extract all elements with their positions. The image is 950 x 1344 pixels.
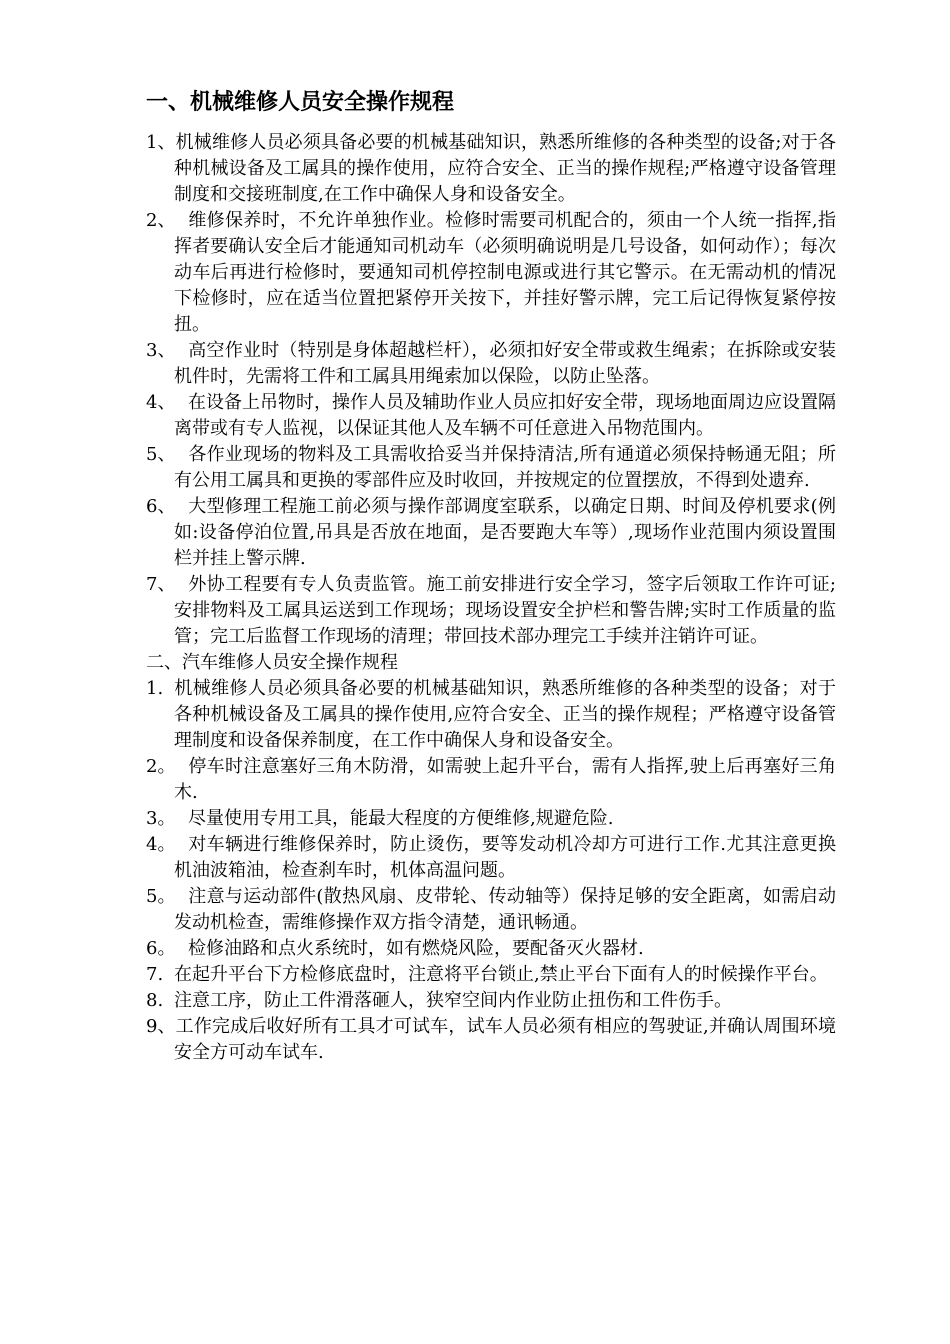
section2-list [146, 676, 836, 1066]
section2-item-5 [146, 884, 836, 936]
item-number: 3。 [146, 808, 176, 829]
item-number: 1. [146, 678, 164, 699]
section1-item-6 [146, 494, 836, 572]
item-text: 注意与运动部件(散热风扇、皮带轮、传动轴等）保持足够的安全距离，如需启动发动机检查，需维修操作双方指令清楚，通讯畅通。 [174, 886, 836, 933]
item-number: 2、 [146, 210, 176, 231]
item-number: 5、 [146, 444, 176, 465]
item-text: 外协工程要有专人负责监管。施工前安排进行安全学习，签字后领取工作许可证;安排物料及工属具运送到工作现场；现场设置安全护栏和警告牌;实时工作质量的监管；完工后监督工作现场的清理；带回技术部办理完工手续并注销许可证。 [174, 574, 836, 647]
item-text: 尽量使用专用工具，能最大程度的方便维修,规避危险. [188, 808, 614, 829]
section1-list [146, 130, 836, 650]
item-number: 2。 [146, 756, 176, 777]
item-number: 7. [146, 964, 164, 985]
item-text: 大型修理工程施工前必须与操作部调度室联系，以确定日期、时间及停机要求(例如:设备停泊位置,吊具是否放在地面，是否要跑大车等）,现场作业范围内须设置围栏并挂上警示牌. [174, 496, 836, 569]
section2-item-2 [146, 754, 836, 806]
section2-item-7 [146, 962, 836, 988]
section1-item-7 [146, 572, 836, 650]
item-number: 5。 [146, 886, 176, 907]
item-number: 3、 [146, 340, 176, 361]
item-text: 维修保养时，不允许单独作业。检修时需要司机配合的，须由一个人统一指挥,指挥者要确认安全后才能通知司机动车（必须明确说明是几号设备，如何动作）；每次动车后再进行检修时，要通知司机停控制电源或进行其它警示。在无需动机的情况下检修时，应在适当位置把紧停开关按下，并挂好警示牌，完工后记得恢复紧停按扭。 [174, 210, 836, 335]
section2-item-9 [146, 1014, 836, 1066]
item-number: 1、 [146, 132, 176, 153]
section1-item-3 [146, 338, 836, 390]
item-number: 4、 [146, 392, 176, 413]
item-text: 在起升平台下方检修底盘时，注意将平台锁止,禁止平台下面有人的时候操作平台。 [174, 964, 828, 985]
section1-item-4 [146, 390, 836, 442]
item-text: 对车辆进行维修保养时，防止烫伤，要等发动机冷却方可进行工作.尤其注意更换机油波箱油，检查刹车时，机体高温问题。 [174, 834, 836, 881]
section2-item-1 [146, 676, 836, 754]
item-number: 4。 [146, 834, 176, 855]
item-text: 注意工序，防止工件滑落砸人，狭窄空间内作业防止扭伤和工件伤手。 [174, 990, 732, 1011]
item-text: 停车时注意塞好三角木防滑，如需驶上起升平台，需有人指挥,驶上后再塞好三角木. [174, 756, 836, 803]
section2-item-4 [146, 832, 836, 884]
item-text: 检修油路和点火系统时，如有燃烧风险，要配备灭火器材. [188, 938, 644, 959]
section1-title: 一、机械维修人员安全操作规程 [146, 90, 455, 115]
item-text: 工作完成后收好所有工具才可试车，试车人员必须有相应的驾驶证,并确认周围环境安全方可动车试车. [174, 1016, 836, 1063]
section2-item-3 [146, 806, 836, 832]
item-number: 6、 [146, 496, 176, 517]
section2-item-8 [146, 988, 836, 1014]
item-text: 在设备上吊物时，操作人员及辅助作业人员应扣好安全带，现场地面周边应设置隔离带或有专人监视，以保证其他人及车辆不可任意进入吊物范围内。 [174, 392, 836, 439]
section1-item-2 [146, 208, 836, 338]
section2-item-6 [146, 936, 836, 962]
item-number: 6。 [146, 938, 176, 959]
item-number: 8. [146, 990, 164, 1011]
item-text: 机械维修人员必须具备必要的机械基础知识，熟悉所维修的各种类型的设备；对于各种机械设备及工属具的操作使用,应符合安全、正当的操作规程；严格遵守设备管理制度和设备保养制度，在工作中确保人身和设备安全。 [174, 678, 836, 751]
section2-title: 二、汽车维修人员安全操作规程 [146, 652, 398, 673]
item-text: 高空作业时（特别是身体超越栏杆），必须扣好安全带或救生绳索；在拆除或安装机件时，先需将工件和工属具用绳索加以保险，以防止坠落。 [174, 340, 836, 387]
content-body [146, 130, 836, 1066]
item-text: 各作业现场的物料及工具需收拾妥当并保持清洁,所有通道必须保持畅通无阻；所有公用工属具和更换的零部件应及时收回，并按规定的位置摆放，不得到处遗弃. [174, 444, 836, 491]
item-text: 机械维修人员必须具备必要的机械基础知识，熟悉所维修的各种类型的设备;对于各种机械设备及工属具的操作使用，应符合安全、正当的操作规程;严格遵守设备管理制度和交接班制度,在工作中确保人身和设备安全。 [174, 132, 836, 205]
item-number: 9、 [146, 1016, 176, 1037]
section1-item-5 [146, 442, 836, 494]
section1-item-1 [146, 130, 836, 208]
item-number: 7、 [146, 574, 176, 595]
